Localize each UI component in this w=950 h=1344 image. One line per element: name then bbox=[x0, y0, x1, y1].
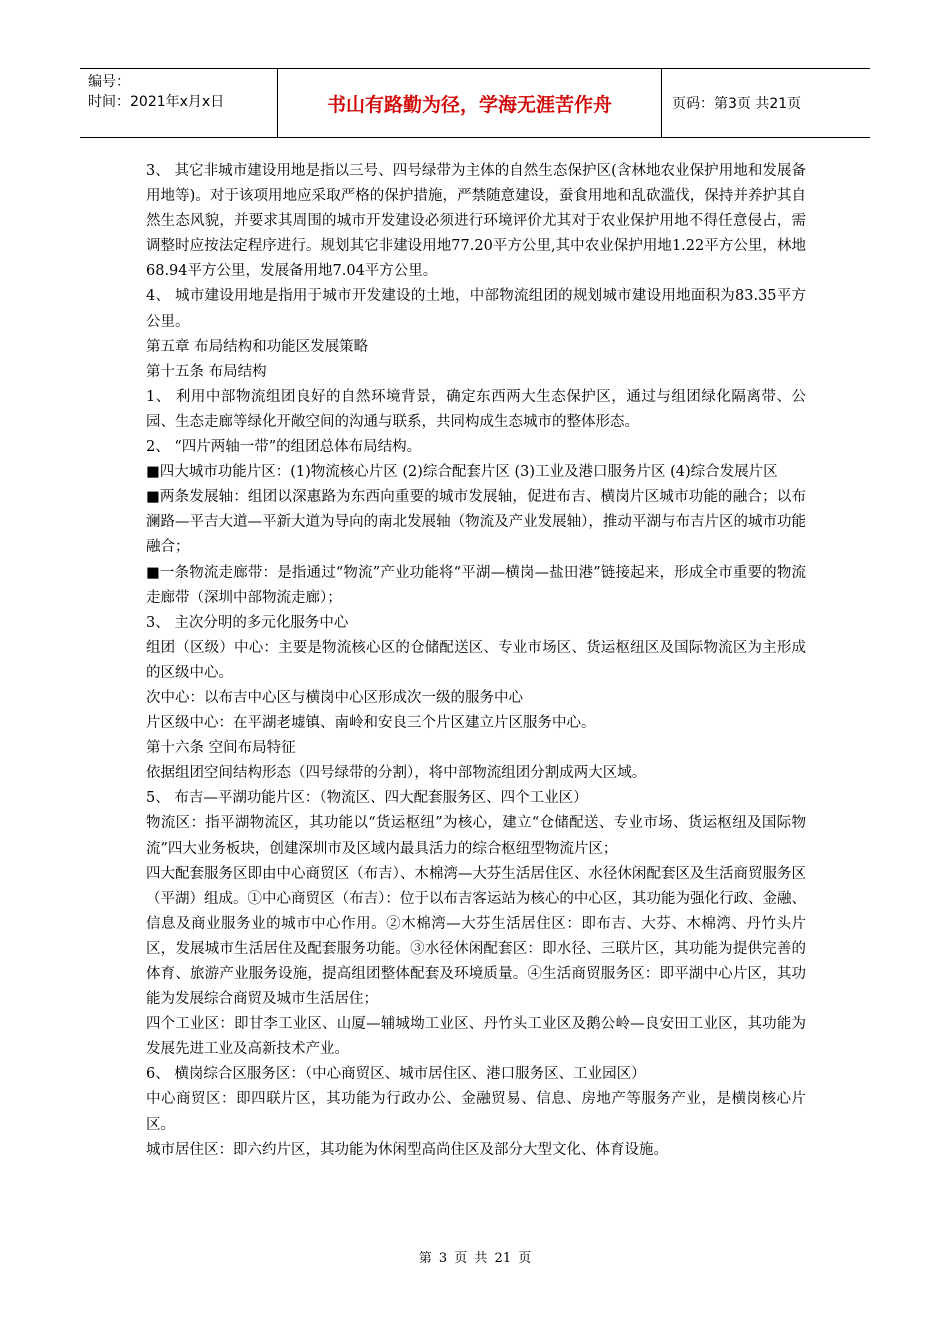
paragraph: 组团（区级）中心：主要是物流核心区的仓储配送区、专业市场区、货运枢纽区及国际物流区为主形成的区级中心。 bbox=[146, 639, 806, 681]
header-motto: 书山有路勤为径，学海无涯苦作舟 bbox=[278, 69, 662, 137]
header-meta bbox=[80, 69, 278, 137]
paragraph: 城市居住区：即六约片区，其功能为休闲型高尚住区及部分大型文化、体育设施。 bbox=[146, 1141, 668, 1158]
paragraph: 片区级中心：在平湖老墟镇、南岭和安良三个片区建立片区服务中心。 bbox=[146, 715, 596, 732]
paragraph: 中心商贸区：即四联片区，其功能为行政办公、金融贸易、信息、房地产等服务产业，是横岗核心片区。 bbox=[146, 1091, 806, 1133]
paragraph: 6、 横岗综合区服务区：（中心商贸区、城市居住区、港口服务区、工业园区） bbox=[146, 1066, 646, 1083]
paragraph: 2、 “四片两轴一带”的组团总体布局结构。 bbox=[146, 439, 422, 456]
paragraph: 3、 主次分明的多元化服务中心 bbox=[146, 614, 349, 631]
paragraph: 5、 布吉—平湖功能片区：（物流区、四大配套服务区、四个工业区） bbox=[146, 790, 588, 807]
page-header bbox=[80, 68, 870, 138]
chapter-heading: 第五章 布局结构和功能区发展策略 bbox=[146, 338, 369, 355]
paragraph: 次中心：以布吉中心区与横岗中心区形成次一级的服务中心 bbox=[146, 689, 523, 706]
paragraph: 物流区：指平湖物流区，其功能以“货运枢纽”为核心，建立“仓储配送、专业市场、货运枢纽及国际物流”四大业务板块，创建深圳市及区域内最具活力的综合枢纽型物流片区； bbox=[146, 815, 806, 857]
paragraph: 四大配套服务区即由中心商贸区（布吉）、木棉湾—大芬生活居住区、水径休闲配套区及生活商贸服务区（平湖）组成。①中心商贸区（布吉）：位于以布吉客运站为核心的中心区，其功能为强化行政、金融、信息及商业服务业的城市中心作用。②木棉湾—大芬生活居住区：即布吉、大芬、木棉湾、丹竹头片区，发展城市生活居住及配套服务功能。③水径休闲配套区：即水径、三联片区，其功能为提供完善的体育、旅游产业服务设施，提高组团整体配套及环境质量。④生活商贸服务区：即平湖中心片区，其功能为发展综合商贸及城市生活居住； bbox=[146, 865, 806, 1008]
bullet-item: ■两条发展轴：组团以深惠路为东西向重要的城市发展轴，促进布吉、横岗片区城市功能的融合；以布澜路—平吉大道—平新大道为导向的南北发展轴（物流及产业发展轴），推动平湖与布吉片区的城市功能融合； bbox=[146, 489, 806, 556]
document-body bbox=[146, 159, 806, 1163]
bullet-item: ■一条物流走廊带：是指通过“物流”产业功能将“平湖—横岗—盐田港”链接起来，形成全市重要的物流走廊带（深圳中部物流走廊）； bbox=[146, 564, 806, 606]
article-heading: 第十五条 布局结构 bbox=[146, 363, 267, 380]
paragraph: 四个工业区：即甘李工业区、山厦—辅城坳工业区、丹竹头工业区及鹅公岭—良安田工业区，其功能为发展先进工业及高新技术产业。 bbox=[146, 1016, 806, 1058]
date-line: 时间：2021年x月x日 bbox=[88, 94, 225, 110]
paragraph: 1、 利用中部物流组团良好的自然环境背景，确定东西两大生态保护区，通过与组团绿化隔离带、公园、生态走廊等绿化开敞空间的沟通与联系，共同构成生态城市的整体形态。 bbox=[146, 388, 806, 430]
bullet-item: ■四大城市功能片区：(1)物流核心片区 (2)综合配套片区 (3)工业及港口服务片区 (4)综合发展片区 bbox=[146, 464, 778, 481]
paragraph: 依据组团空间结构形态（四号绿带的分割），将中部物流组团分割成两大区域。 bbox=[146, 765, 647, 782]
paragraph: 3、 其它非城市建设用地是指以三号、四号绿带为主体的自然生态保护区(含林地农业保护用地和发展备用地等)。对于该项用地应采取严格的保护措施，严禁随意建设，蚕食用地和乱砍滥伐，保持并养护其自然生态风貌，并要求其周围的城市开发建设必须进行环境评价尤其对于农业保护用地不得任意侵占，需调整时应按法定程序进行。规划其它非建设用地77.20平方公里,其中农业保护用地1.22平方公里，林地68.94平方公里，发展备用地7.04平方公里。 bbox=[146, 163, 806, 280]
article-heading: 第十六条 空间布局特征 bbox=[146, 740, 296, 757]
page-footer: 第 3 页 共 21 页 bbox=[418, 1251, 532, 1266]
paragraph: 4、 城市建设用地是指用于城市开发建设的土地，中部物流组团的规划城市建设用地面积为83.35平方公里。 bbox=[146, 288, 806, 330]
header-page-info: 页码：第3页 共21页 bbox=[672, 96, 802, 112]
serial-number-label: 编号： bbox=[88, 74, 130, 90]
